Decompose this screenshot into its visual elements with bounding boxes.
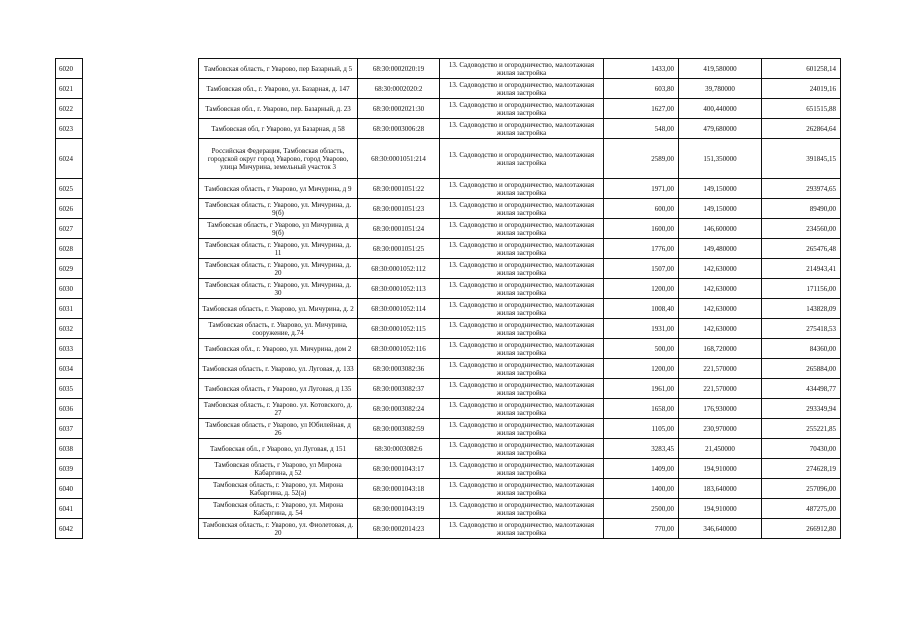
rate-cell: 479,680000 [679, 119, 762, 139]
row-number: 6022 [56, 99, 83, 119]
cadastral-value-cell: 487275,00 [762, 499, 841, 519]
blank-cell [83, 259, 199, 279]
land-use-cell: 13. Садоводство и огородничество, малоэтажная жилая застройка [440, 399, 604, 419]
cadastral-value-cell: 255221,85 [762, 419, 841, 439]
land-use-cell: 13. Садоводство и огородничество, малоэтажная жилая застройка [440, 239, 604, 259]
blank-cell [83, 199, 199, 219]
area-cell: 1507,00 [604, 259, 679, 279]
blank-cell [83, 379, 199, 399]
rate-cell: 21,450000 [679, 439, 762, 459]
land-use-cell: 13. Садоводство и огородничество, малоэтажная жилая застройка [440, 219, 604, 239]
address-cell: Тамбовская обл., г. Уварово, ул. Мичурина, дом 2 [199, 339, 358, 359]
row-number: 6024 [56, 139, 83, 179]
land-use-cell: 13. Садоводство и огородничество, малоэтажная жилая застройка [440, 439, 604, 459]
address-cell: Тамбовская область, г. Уварово. ул. Котовского, д. 27 [199, 399, 358, 419]
table-row [56, 59, 841, 79]
row-number: 6040 [56, 479, 83, 499]
address-cell: Тамбовская область, г. Уварово, ул. Мичурина, д. 20 [199, 259, 358, 279]
cadastral-number-cell: 68:30:0001052:116 [358, 339, 440, 359]
cadastral-value-cell: 293974,65 [762, 179, 841, 199]
area-cell: 1105,00 [604, 419, 679, 439]
land-use-cell: 13. Садоводство и огородничество, малоэтажная жилая застройка [440, 299, 604, 319]
land-use-cell: 13. Садоводство и огородничество, малоэтажная жилая застройка [440, 459, 604, 479]
address-cell: Тамбовская обл., г. Уварово, пер. Базарный, д. 23 [199, 99, 358, 119]
table-row [56, 399, 841, 419]
rate-cell: 168,720000 [679, 339, 762, 359]
cadastral-number-cell: 68:30:0001051:23 [358, 199, 440, 219]
land-use-cell: 13. Садоводство и огородничество, малоэтажная жилая застройка [440, 199, 604, 219]
area-cell: 770,00 [604, 519, 679, 539]
cadastral-value-cell: 601258,14 [762, 59, 841, 79]
row-number: 6036 [56, 399, 83, 419]
area-cell: 1961,00 [604, 379, 679, 399]
address-cell: Тамбовская область, г Уварово, ул Мирона Кабаргина, д 52 [199, 459, 358, 479]
blank-cell [83, 299, 199, 319]
address-cell: Тамбовская область, г. Уварово, ул. Луговая, д. 133 [199, 359, 358, 379]
blank-cell [83, 239, 199, 259]
row-number: 6027 [56, 219, 83, 239]
blank-cell [83, 419, 199, 439]
table-row [56, 99, 841, 119]
land-use-cell: 13. Садоводство и огородничество, малоэтажная жилая застройка [440, 379, 604, 399]
cadastral-number-cell: 68:30:0003006:28 [358, 119, 440, 139]
table-row [56, 339, 841, 359]
cadastral-value-cell: 143828,09 [762, 299, 841, 319]
land-use-cell: 13. Садоводство и огородничество, малоэтажная жилая застройка [440, 139, 604, 179]
area-cell: 1776,00 [604, 239, 679, 259]
table-row [56, 219, 841, 239]
area-cell: 600,00 [604, 199, 679, 219]
area-cell: 1658,00 [604, 399, 679, 419]
area-cell: 1600,00 [604, 219, 679, 239]
row-number: 6042 [56, 519, 83, 539]
row-number: 6039 [56, 459, 83, 479]
cadastral-number-cell: 68:30:0001043:17 [358, 459, 440, 479]
rate-cell: 142,630000 [679, 299, 762, 319]
land-use-cell: 13. Садоводство и огородничество, малоэтажная жилая застройка [440, 59, 604, 79]
area-cell: 1971,00 [604, 179, 679, 199]
land-use-cell: 13. Садоводство и огородничество, малоэтажная жилая застройка [440, 79, 604, 99]
area-cell: 1409,00 [604, 459, 679, 479]
address-cell: Тамбовская область, г Уварово, ул Юбилейная, д 26 [199, 419, 358, 439]
land-use-cell: 13. Садоводство и огородничество, малоэтажная жилая застройка [440, 419, 604, 439]
table-row [56, 319, 841, 339]
table-row [56, 79, 841, 99]
cadastral-number-cell: 68:30:0001052:115 [358, 319, 440, 339]
address-cell: Тамбовская область, г. Уварово, ул. Мичурина, д. 9(б) [199, 199, 358, 219]
row-number: 6033 [56, 339, 83, 359]
cadastral-number-cell: 68:30:0001043:18 [358, 479, 440, 499]
row-number: 6026 [56, 199, 83, 219]
cadastral-number-cell: 68:30:0002021:30 [358, 99, 440, 119]
cadastral-value-cell: 274628,19 [762, 459, 841, 479]
table-row [56, 459, 841, 479]
cadastral-value-cell: 265476,48 [762, 239, 841, 259]
cadastral-number-cell: 68:30:0003082:37 [358, 379, 440, 399]
blank-cell [83, 79, 199, 99]
rate-cell: 149,150000 [679, 199, 762, 219]
blank-cell [83, 99, 199, 119]
row-number: 6034 [56, 359, 83, 379]
cadastral-value-cell: 651515,88 [762, 99, 841, 119]
cadastral-number-cell: 68:30:0002020:2 [358, 79, 440, 99]
rate-cell: 346,640000 [679, 519, 762, 539]
table-row [56, 519, 841, 539]
cadastral-number-cell: 68:30:0003082:24 [358, 399, 440, 419]
rate-cell: 176,930000 [679, 399, 762, 419]
land-use-cell: 13. Садоводство и огородничество, малоэтажная жилая застройка [440, 479, 604, 499]
table-row [56, 299, 841, 319]
land-use-cell: 13. Садоводство и огородничество, малоэтажная жилая застройка [440, 519, 604, 539]
row-number: 6021 [56, 79, 83, 99]
area-cell: 3283,45 [604, 439, 679, 459]
land-use-cell: 13. Садоводство и огородничество, малоэтажная жилая застройка [440, 99, 604, 119]
land-use-cell: 13. Садоводство и огородничество, малоэтажная жилая застройка [440, 339, 604, 359]
table-row [56, 359, 841, 379]
land-use-cell: 13. Садоводство и огородничество, малоэтажная жилая застройка [440, 179, 604, 199]
area-cell: 1931,00 [604, 319, 679, 339]
cadastral-value-cell: 234560,00 [762, 219, 841, 239]
row-number: 6041 [56, 499, 83, 519]
cadastral-value-cell: 84360,00 [762, 339, 841, 359]
blank-cell [83, 479, 199, 499]
row-number: 6020 [56, 59, 83, 79]
blank-cell [83, 399, 199, 419]
blank-cell [83, 459, 199, 479]
row-number: 6031 [56, 299, 83, 319]
cadastral-number-cell: 68:30:0001052:113 [358, 279, 440, 299]
cadastral-number-cell: 68:30:0002020:19 [358, 59, 440, 79]
blank-cell [83, 359, 199, 379]
row-number: 6038 [56, 439, 83, 459]
area-cell: 1200,00 [604, 279, 679, 299]
area-cell: 1627,00 [604, 99, 679, 119]
blank-cell [83, 439, 199, 459]
table-row [56, 439, 841, 459]
table-row [56, 239, 841, 259]
address-cell: Российская Федерация, Тамбовская область, городской округ город Уварово, город Уварово, улица Мичурина, земельный участок 3 [199, 139, 358, 179]
blank-cell [83, 319, 199, 339]
cadastral-number-cell: 68:30:0001051:25 [358, 239, 440, 259]
land-use-cell: 13. Садоводство и огородничество, малоэтажная жилая застройка [440, 499, 604, 519]
rate-cell: 39,780000 [679, 79, 762, 99]
address-cell: Тамбовская область, г. Уварово, ул. Мичурина, сооружение, д.74 [199, 319, 358, 339]
land-use-cell: 13. Садоводство и огородничество, малоэтажная жилая застройка [440, 119, 604, 139]
blank-cell [83, 179, 199, 199]
address-cell: Тамбовская область, г. Уварово, ул. Мирона Кабаргина, д. 52(а) [199, 479, 358, 499]
blank-cell [83, 339, 199, 359]
address-cell: Тамбовская область, г. Уварово, ул. Мичурина, д. 11 [199, 239, 358, 259]
cadastral-number-cell: 68:30:0003082:59 [358, 419, 440, 439]
cadastral-value-cell: 24019,16 [762, 79, 841, 99]
rate-cell: 194,910000 [679, 459, 762, 479]
row-number: 6025 [56, 179, 83, 199]
cadastral-number-cell: 68:30:0001043:19 [358, 499, 440, 519]
rate-cell: 194,910000 [679, 499, 762, 519]
cadastral-value-cell: 434498,77 [762, 379, 841, 399]
rate-cell: 149,150000 [679, 179, 762, 199]
rate-cell: 183,640000 [679, 479, 762, 499]
cadastral-value-cell: 293349,94 [762, 399, 841, 419]
blank-cell [83, 219, 199, 239]
land-use-cell: 13. Садоводство и огородничество, малоэтажная жилая застройка [440, 359, 604, 379]
area-cell: 1400,00 [604, 479, 679, 499]
land-use-cell: 13. Садоводство и огородничество, малоэтажная жилая застройка [440, 319, 604, 339]
rate-cell: 151,350000 [679, 139, 762, 179]
address-cell: Тамбовская область, г. Уварово, ул. Мирона Кабаргина, д. 54 [199, 499, 358, 519]
table-row [56, 379, 841, 399]
cadastral-value-cell: 391845,15 [762, 139, 841, 179]
rate-cell: 146,600000 [679, 219, 762, 239]
area-cell: 500,00 [604, 339, 679, 359]
cadastral-value-table [55, 58, 841, 539]
land-use-cell: 13. Садоводство и огородничество, малоэтажная жилая застройка [440, 279, 604, 299]
rate-cell: 142,630000 [679, 279, 762, 299]
area-cell: 1200,00 [604, 359, 679, 379]
rate-cell: 149,480000 [679, 239, 762, 259]
address-cell: Тамбовская обл., г Уварово, ул Луговая, д 151 [199, 439, 358, 459]
cadastral-value-cell: 275418,53 [762, 319, 841, 339]
area-cell: 603,80 [604, 79, 679, 99]
table-row [56, 419, 841, 439]
cadastral-value-cell: 171156,00 [762, 279, 841, 299]
table-row [56, 259, 841, 279]
land-use-cell: 13. Садоводство и огородничество, малоэтажная жилая застройка [440, 259, 604, 279]
cadastral-value-cell: 266912,80 [762, 519, 841, 539]
address-cell: Тамбовская область, г Уварово, ул Мичурина, д 9 [199, 179, 358, 199]
cadastral-number-cell: 68:30:0003082:36 [358, 359, 440, 379]
address-cell: Тамбовская область, г. Уварово, ул. Фиолетовая, д. 20 [199, 519, 358, 539]
row-number: 6037 [56, 419, 83, 439]
address-cell: Тамбовская область, г Уварово, ул Луговая, д 135 [199, 379, 358, 399]
cadastral-number-cell: 68:30:0001052:112 [358, 259, 440, 279]
area-cell: 2500,00 [604, 499, 679, 519]
table-row [56, 199, 841, 219]
cadastral-value-cell: 257096,00 [762, 479, 841, 499]
table-row [56, 139, 841, 179]
row-number: 6030 [56, 279, 83, 299]
cadastral-number-cell: 68:30:0003082:6 [358, 439, 440, 459]
rate-cell: 221,570000 [679, 379, 762, 399]
area-cell: 548,00 [604, 119, 679, 139]
cadastral-number-cell: 68:30:0001051:214 [358, 139, 440, 179]
cadastral-value-cell: 70430,00 [762, 439, 841, 459]
table-row [56, 499, 841, 519]
table-row [56, 119, 841, 139]
cadastral-value-cell: 262864,64 [762, 119, 841, 139]
address-cell: Тамбовская обл, г Уварово, ул Базарная, д 58 [199, 119, 358, 139]
address-cell: Тамбовская область, г. Уварово, ул. Мичурина, д. 30 [199, 279, 358, 299]
rate-cell: 400,440000 [679, 99, 762, 119]
blank-cell [83, 119, 199, 139]
rate-cell: 142,630000 [679, 259, 762, 279]
blank-cell [83, 59, 199, 79]
table-row [56, 179, 841, 199]
cadastral-value-cell: 214943,41 [762, 259, 841, 279]
blank-cell [83, 499, 199, 519]
table-row [56, 279, 841, 299]
address-cell: Тамбовская область, г Уварово, пер Базарный, д 5 [199, 59, 358, 79]
row-number: 6032 [56, 319, 83, 339]
row-number: 6023 [56, 119, 83, 139]
blank-cell [83, 519, 199, 539]
rate-cell: 221,570000 [679, 359, 762, 379]
area-cell: 1008,40 [604, 299, 679, 319]
cadastral-number-cell: 68:30:0002014:23 [358, 519, 440, 539]
area-cell: 1433,00 [604, 59, 679, 79]
blank-cell [83, 279, 199, 299]
rate-cell: 230,970000 [679, 419, 762, 439]
rate-cell: 419,580000 [679, 59, 762, 79]
cadastral-value-cell: 89490,00 [762, 199, 841, 219]
blank-cell [83, 139, 199, 179]
cadastral-number-cell: 68:30:0001051:24 [358, 219, 440, 239]
row-number: 6035 [56, 379, 83, 399]
area-cell: 2589,00 [604, 139, 679, 179]
address-cell: Тамбовская обл., г. Уварово, ул. Базарная, д. 147 [199, 79, 358, 99]
cadastral-number-cell: 68:30:0001052:114 [358, 299, 440, 319]
cadastral-value-cell: 265884,00 [762, 359, 841, 379]
row-number: 6029 [56, 259, 83, 279]
row-number: 6028 [56, 239, 83, 259]
table-row [56, 479, 841, 499]
address-cell: Тамбовская область, г. Уварово, ул. Мичурина, д. 2 [199, 299, 358, 319]
cadastral-number-cell: 68:30:0001051:22 [358, 179, 440, 199]
address-cell: Тамбовская область, г Уварово, ул Мичурина, д 9(б) [199, 219, 358, 239]
table-body [56, 59, 841, 539]
rate-cell: 142,630000 [679, 319, 762, 339]
